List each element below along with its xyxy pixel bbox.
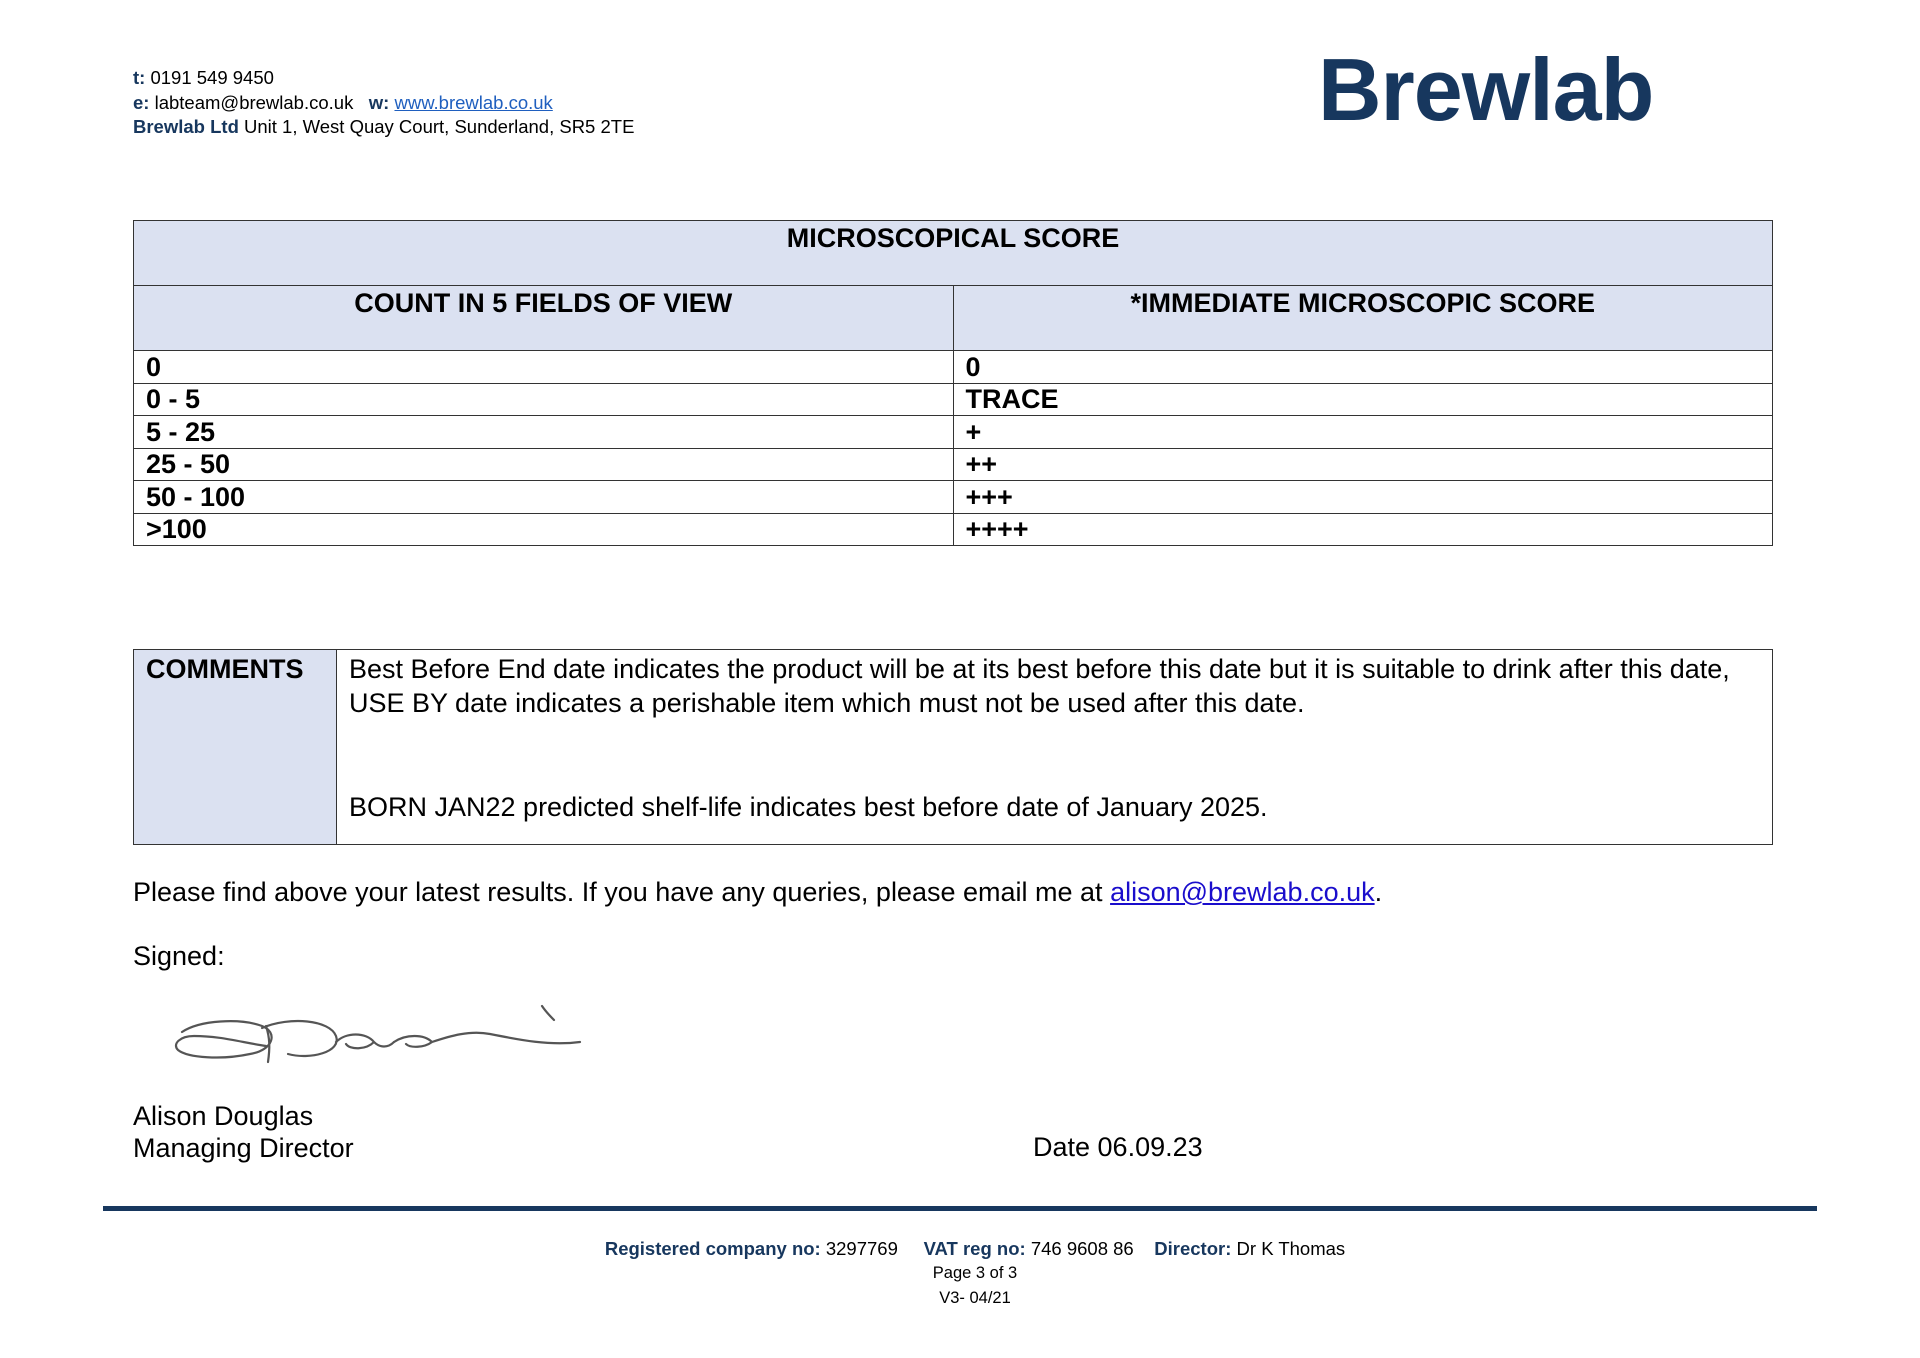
reg-label: Registered company no:	[604, 1238, 821, 1259]
version-label: V3- 04/21	[939, 1289, 1011, 1307]
signatory-title: Managing Director	[133, 1133, 354, 1163]
address-line	[133, 115, 634, 140]
count-cell: 50 - 100	[134, 481, 954, 514]
signed-label: Signed:	[133, 941, 225, 971]
signature-image	[170, 1002, 590, 1078]
phone-line	[133, 66, 634, 91]
footer-registration-line	[0, 1236, 1920, 1261]
comments-table	[133, 649, 1773, 845]
table-row	[134, 448, 1773, 481]
website-link[interactable]: www.brewlab.co.uk	[394, 91, 553, 113]
report-date: Date 06.09.23	[1033, 1132, 1203, 1162]
count-cell: 0	[134, 351, 954, 384]
count-column-header: COUNT IN 5 FIELDS OF VIEW	[134, 286, 954, 351]
score-column-header: *IMMEDIATE MICROSCOPIC SCORE	[953, 286, 1773, 351]
count-cell: 25 - 50	[134, 448, 954, 481]
comments-paragraph-1: Best Before End date indicates the product will be at its best before this date but it is suitable to drink after this date, USE BY date indicates a perishable item which must not be used after this date.	[349, 654, 1730, 718]
footer	[0, 1236, 1920, 1311]
brewlab-logo: Brewlab	[1318, 40, 1654, 139]
comments-row	[134, 650, 1773, 845]
microscopical-score-table	[133, 220, 1773, 546]
score-cell: TRACE	[953, 383, 1773, 416]
signatory-name: Alison Douglas	[133, 1101, 314, 1131]
score-cell: ++	[953, 448, 1773, 481]
closing-period: .	[1374, 877, 1383, 907]
count-cell: 5 - 25	[134, 416, 954, 449]
company-address: Unit 1, West Quay Court, Sunderland, SR5 2TE	[244, 116, 635, 137]
score-cell: 0	[953, 351, 1773, 384]
phone-number: 0191 549 9450	[150, 67, 274, 88]
vat-number: 746 9608 86	[1030, 1238, 1134, 1259]
email-web-line	[133, 91, 634, 116]
comments-label: COMMENTS	[134, 650, 337, 845]
score-table-title-row	[134, 221, 1773, 286]
table-row	[134, 513, 1773, 546]
company-name: Brewlab Ltd	[133, 116, 239, 137]
closing-paragraph	[133, 877, 1382, 908]
table-row	[134, 481, 1773, 514]
comments-body	[337, 650, 1773, 845]
director-label: Director:	[1154, 1238, 1232, 1259]
score-cell: +	[953, 416, 1773, 449]
count-cell: 0 - 5	[134, 383, 954, 416]
score-cell: ++++	[953, 513, 1773, 546]
email-label: e:	[133, 91, 150, 113]
table-row	[134, 383, 1773, 416]
page-number: Page 3 of 3	[932, 1264, 1018, 1282]
comments-spacer	[349, 720, 1760, 790]
contact-block	[133, 66, 634, 140]
count-cell: >100	[134, 513, 954, 546]
contact-email-link[interactable]: alison@brewlab.co.uk	[1110, 877, 1375, 907]
director-name: Dr K Thomas	[1236, 1238, 1346, 1259]
phone-label: t:	[133, 67, 146, 88]
score-cell: +++	[953, 481, 1773, 514]
score-table-header-row	[134, 286, 1773, 351]
vat-label: VAT reg no:	[923, 1238, 1026, 1259]
comments-paragraph-2: BORN JAN22 predicted shelf-life indicates best before date of January 2025.	[349, 792, 1268, 822]
table-row	[134, 416, 1773, 449]
footer-divider	[103, 1206, 1817, 1211]
lab-email: labteam@brewlab.co.uk	[154, 91, 354, 113]
table-row	[134, 351, 1773, 384]
score-table-title: MICROSCOPICAL SCORE	[134, 221, 1773, 286]
closing-text: Please find above your latest results. If you have any queries, please email me at	[133, 877, 1103, 907]
web-label: w:	[368, 91, 390, 113]
reg-number: 3297769	[825, 1238, 898, 1259]
signatory	[133, 1100, 354, 1164]
